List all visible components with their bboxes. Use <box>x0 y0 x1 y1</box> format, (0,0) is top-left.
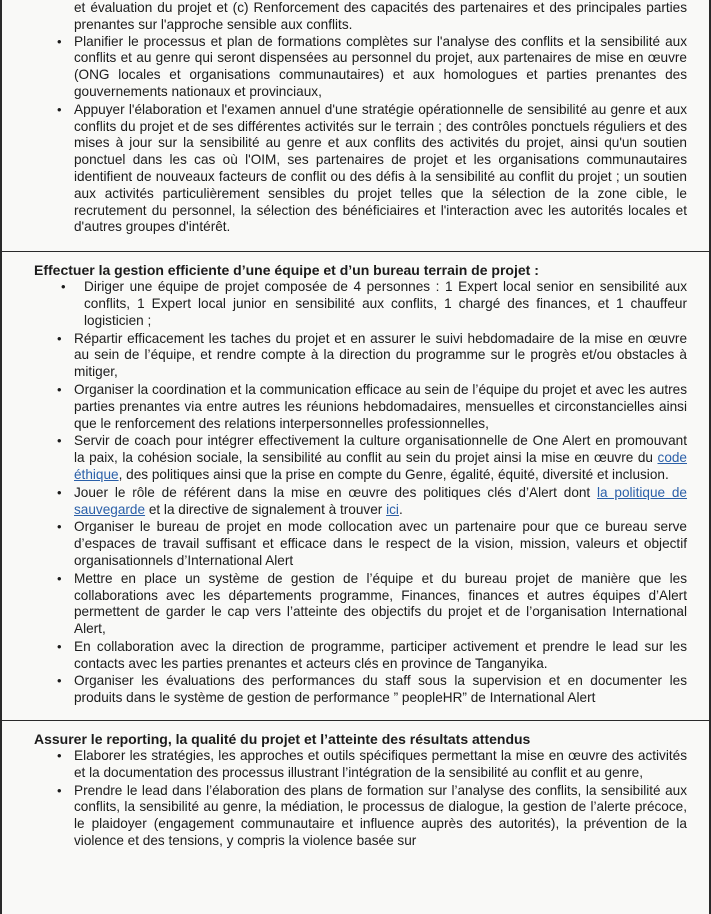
bullet-icon: • <box>57 519 62 535</box>
list-item <box>36 673 687 707</box>
list-item <box>36 485 687 519</box>
list-item <box>36 748 687 782</box>
list-item <box>36 519 687 569</box>
bullet-text: Planifier le processus et plan de formations complètes sur l'analyse des conflits et la sensibilité aux conflits et au genre qui seront dispensées au personnel du projet, aux partenaires de mise en œuvre (ONG locales et organisations communautaires) et aux homologues et parties prenantes des gouvernements nationaux et provinciaux, <box>74 33 687 99</box>
bullet-text: Mettre en place un système de gestion de l’équipe et du bureau projet de manière que les collaborations avec les départements programme, Finances, finances et autres équipes d’Alert permettent de garder le cap vers l’atteinte des objectifs du projet et de l’organisation International Alert, <box>74 570 687 637</box>
section-body-2 <box>36 331 687 708</box>
section-body <box>36 748 687 850</box>
politique-sauvegarde-link[interactable]: la politique de sauvegarde <box>74 484 687 517</box>
bullet-icon: • <box>57 638 62 654</box>
section-heading: Assurer le reporting, la qualité du projet et l’atteinte des résultats attendus <box>34 731 531 748</box>
bullet-text: Diriger une équipe de projet composée de 4 personnes : 1 Expert local senior en sensibilité aux conflits, 1 Expert local junior en sensibilité aux conflits, 1 chargé des finances, et 1 chauffeur logisticien ; <box>84 279 687 328</box>
bullet-text: Elaborer les stratégies, les approches et outils spécifiques permettant la mise en œuvre des activités et la documentation des processus illustrant l’intégration de la sensibilité au conflit et au genre, <box>74 748 687 780</box>
code-ethique-link[interactable]: code éthique <box>74 450 687 482</box>
bullet-text: Répartir efficacement les taches du projet et en assurer le suivi hebdomadaire de la mise en œuvre au sein de l’équipe, et rendre compte à la direction du programme sur le progrès et/ou obstacles à mitiger, <box>74 330 687 380</box>
bullet-icon: • <box>57 101 62 117</box>
bullet-text: . <box>398 501 403 517</box>
bullet-text: En collaboration avec la direction de programme, participer activement et prendre le lead sur les contacts avec les parties prenantes et acteurs clés en province de Tanganyika. <box>74 638 687 671</box>
bullet-icon: • <box>57 381 62 397</box>
bullet-text: Organiser la coordination et la communication efficace au sein de l’équipe du projet et avec les autres parties prenantes via entre autres les réunions hebdomadaires, mensuelles et circonstancielles ainsi que le renforcement des relations interpersonnelles professionnelles, <box>74 381 687 431</box>
bullet-text: Jouer le rôle de référent dans la mise en œuvre des politiques clés d’Alert dont <box>74 484 598 500</box>
team-bullet-list <box>36 279 687 329</box>
bullet-text: Prendre le lead dans l’élaboration des plans de formation sur l’analyse des conflits, la sensibilité aux conflits, la sensibilité au genre, la médiation, le processus de dialogue, la gestion de l’alerte précoce, le plaidoyer (engagement communautaire et influence auprès des autorités), la prévention de la violence et des tensions, y compris la violence basée sur <box>74 782 687 849</box>
list-item <box>36 102 687 236</box>
reporting-section <box>2 731 709 850</box>
bullet-icon: • <box>57 748 62 764</box>
intro-continuation: et évaluation du projet et (c) Renforcement des capacités des partenaires et des principales parties prenantes sur l'approche sensible aux conflits. <box>74 0 687 32</box>
list-item <box>36 382 687 432</box>
section-heading: Effectuer la gestion efficiente d’une équipe et d’un bureau terrain de projet : <box>34 262 539 279</box>
bullet-icon: • <box>57 484 62 500</box>
bullet-text: Organiser le bureau de projet en mode collocation avec un partenaire pour que ce bureau serve d’espaces de travail suffisant et efficace dans le respect de la vision, mission, valeurs et objectif organisationnels d’International Alert <box>74 519 687 568</box>
list-item <box>36 571 687 638</box>
list-item <box>36 783 687 850</box>
list-item <box>36 639 687 673</box>
list-item <box>36 433 687 483</box>
bullet-icon: • <box>61 279 66 295</box>
bullet-text: , des politiques ainsi que la prise en compte du Genre, égalité, équité, diversité et inclusion. <box>118 466 669 482</box>
section-body <box>36 279 687 329</box>
team-management-section <box>2 262 709 721</box>
bullet-text: Appuyer l'élaboration et l'examen annuel d'une stratégie opérationnelle de sensibilité au genre et aux conflits du projet et de ses différentes activités sur le terrain ; des contrôles ponctuels réguliers et des mises à jour sur la sensibilité au genre et aux conflits des activités du projet, ainsi qu'un soutien ponctuel dans les cas où l'OIM, ses partenaires de projet et les organisations communautaires identifient de nouveaux facteurs de conflit ou des défis à la sensibilité au conflit du projet ; un soutien aux activités particulièrement sensibles du projet telles que la sélection de la zone cible, le recrutement du personnel, la sélection des bénéficiaires et l'interaction avec les autorités locales et d'autres groupes d'intérêt. <box>74 101 687 235</box>
bullet-icon: • <box>57 673 62 689</box>
bullet-icon: • <box>57 330 62 346</box>
intro-section <box>2 0 709 252</box>
list-item <box>36 331 687 381</box>
list-item <box>36 279 687 329</box>
bullet-text: Servir de coach pour intégrer effectivement la culture organisationnelle de One Alert en promouvant la paix, la cohésion sociale, la sensibilité au conflit au sein du projet ainsi la mise en œuvre du <box>74 433 687 466</box>
bullet-icon: • <box>57 33 62 49</box>
ici-link[interactable]: ici <box>386 501 399 517</box>
bullet-icon: • <box>57 570 62 586</box>
bullet-text: Organiser les évaluations des performances du staff sous la supervision et en documenter les produits dans le système de gestion de performance ” peopleHR” de International Alert <box>74 673 687 706</box>
list-item <box>36 34 687 101</box>
intro-bullet-list <box>36 34 687 237</box>
bullet-text: et la directive de signalement à trouver <box>145 501 387 517</box>
reporting-bullet-list <box>36 748 687 850</box>
bullet-icon: • <box>57 782 62 798</box>
bullet-icon: • <box>57 433 62 449</box>
team-bullet-list-2 <box>36 331 687 708</box>
